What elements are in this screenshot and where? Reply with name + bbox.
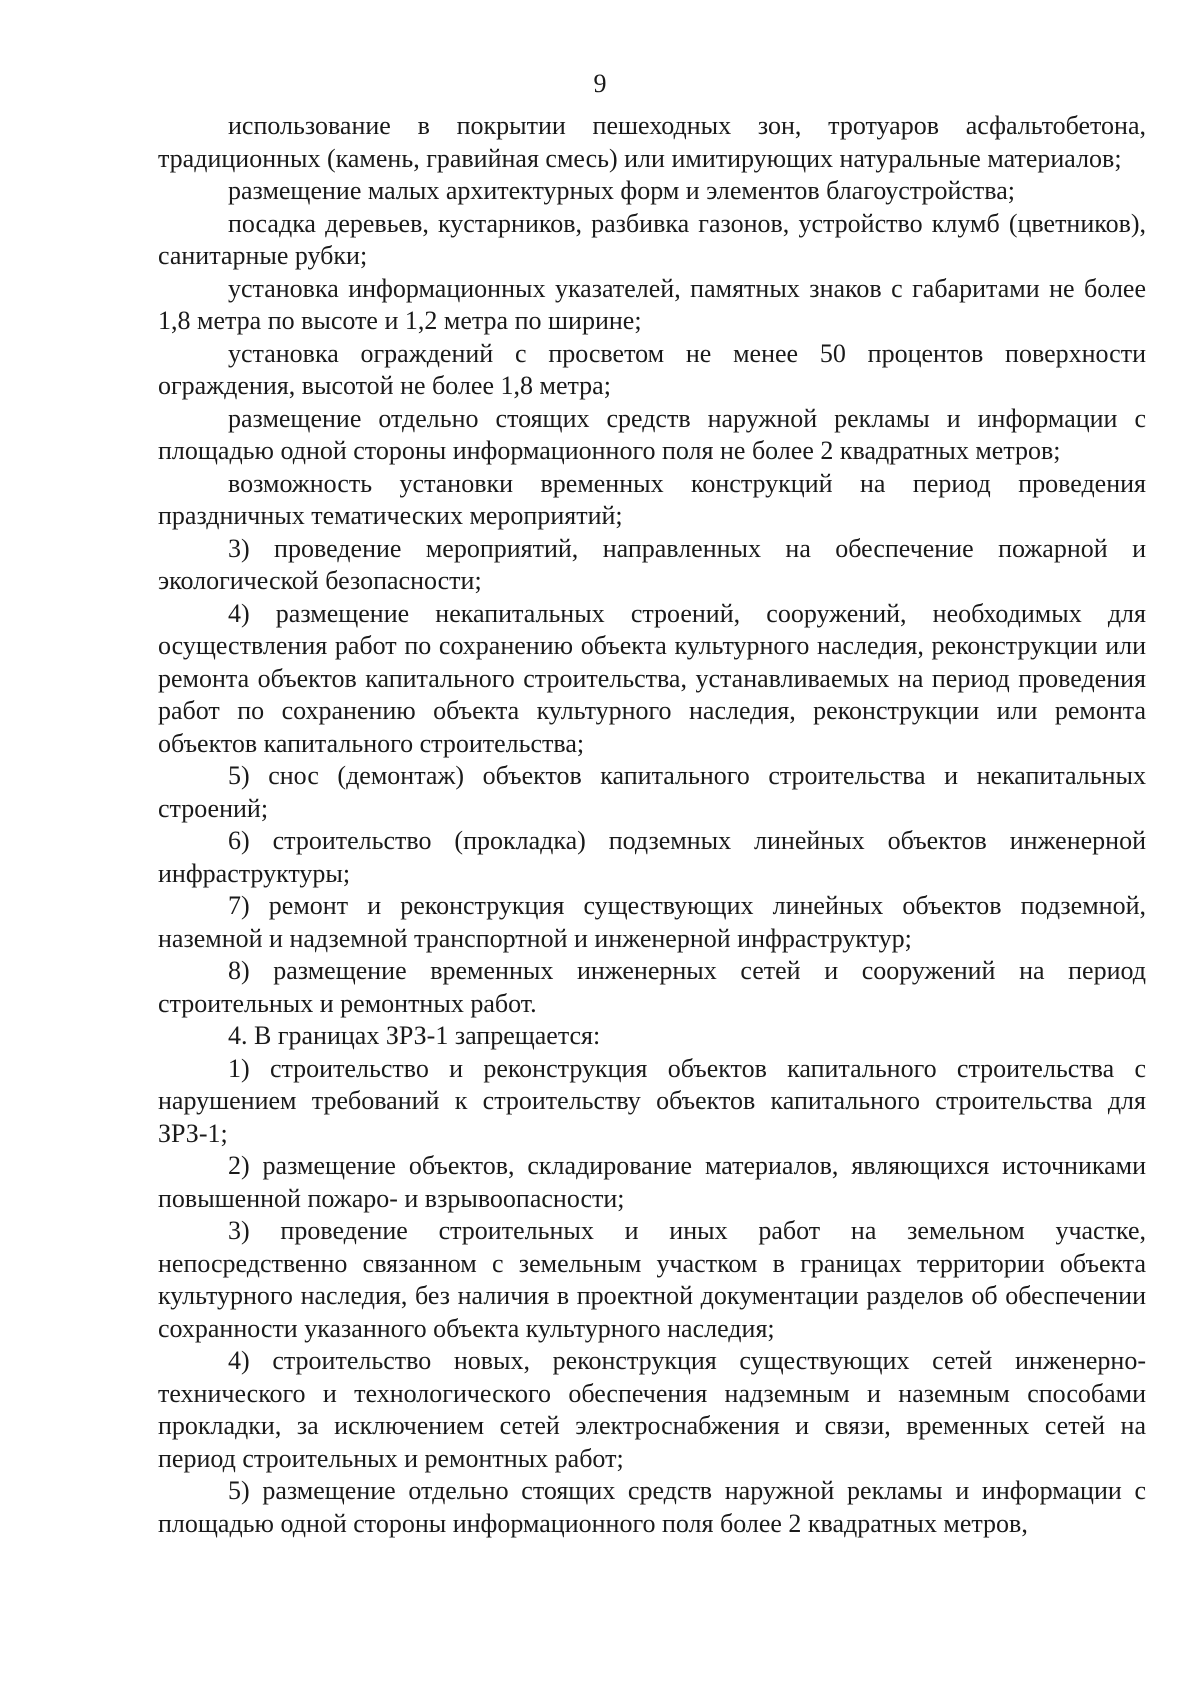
paragraph: размещение отдельно стоящих средств наружной рекламы и информации с площадью одной стороны информационного поля не более 2 квадратных метров; (158, 403, 1146, 465)
paragraph: 3) проведение мероприятий, направленных на обеспечение пожарной и экологической безопасности; (158, 533, 1146, 595)
paragraph: размещение малых архитектурных форм и элементов благоустройства; (228, 176, 1015, 205)
paragraph: возможность установки временных конструкций на период проведения праздничных тематических мероприятий; (158, 468, 1146, 530)
paragraph: 2) размещение объектов, складирование материалов, являющихся источниками повышенной пожаро- и взрывоопасности; (158, 1151, 1146, 1213)
paragraph: 8) размещение временных инженерных сетей и сооружений на период строительных и ремонтных работ. (158, 956, 1146, 1018)
paragraph: 4. В границах ЗРЗ-1 запрещается: (228, 1021, 601, 1050)
page-number: 9 (593, 69, 607, 98)
paragraph: 3) проведение строительных и иных работ на земельном участке, непосредственно связанном с земельным участком в границах территории объекта культурного наследия, без наличия в проектной документации разделов об обеспечении сохранности указанного объекта культурного наследия; (158, 1216, 1146, 1343)
paragraph: 5) размещение отдельно стоящих средств наружной рекламы и информации с площадью одной стороны информационного поля более 2 квадратных метров, (158, 1476, 1146, 1538)
paragraph: использование в покрытии пешеходных зон, тротуаров асфальтобетона, традиционных (камень, гравийная смесь) или имитирующих натуральные материалов; (158, 111, 1146, 173)
paragraph: 4) строительство новых, реконструкция существующих сетей инженерно-технического и технологического обеспечения надземным и наземным способами прокладки, за исключением сетей электроснабжения и связи, временных сетей на период строительных и ремонтных работ; (158, 1346, 1146, 1473)
paragraph: 6) строительство (прокладка) подземных линейных объектов инженерной инфраструктуры; (158, 826, 1146, 888)
paragraph: установка ограждений с просветом не менее 50 процентов поверхности ограждения, высотой не более 1,8 метра; (158, 338, 1146, 400)
paragraph: посадка деревьев, кустарников, разбивка газонов, устройство клумб (цветников), санитарные рубки; (158, 208, 1146, 270)
paragraph: 1) строительство и реконструкция объектов капитального строительства с нарушением требований к строительству объектов капитального строительства для ЗРЗ-1; (158, 1053, 1146, 1148)
paragraph: 7) ремонт и реконструкция существующих линейных объектов подземной, наземной и надземной транспортной и инженерной инфраструктур; (158, 891, 1146, 953)
paragraph: 5) снос (демонтаж) объектов капитального строительства и некапитальных строений; (158, 761, 1146, 823)
document-body (158, 110, 1146, 1540)
paragraph: 4) размещение некапитальных строений, сооружений, необходимых для осуществления работ по сохранению объекта культурного наследия, реконструкции или ремонта объектов капитального строительства, устанавливаемых на период проведения работ по сохранению объекта культурного наследия, реконструкции или ремонта объектов капитального строительства; (158, 598, 1146, 758)
paragraph: установка информационных указателей, памятных знаков с габаритами не более 1,8 метра по высоте и 1,2 метра по ширине; (158, 273, 1146, 335)
